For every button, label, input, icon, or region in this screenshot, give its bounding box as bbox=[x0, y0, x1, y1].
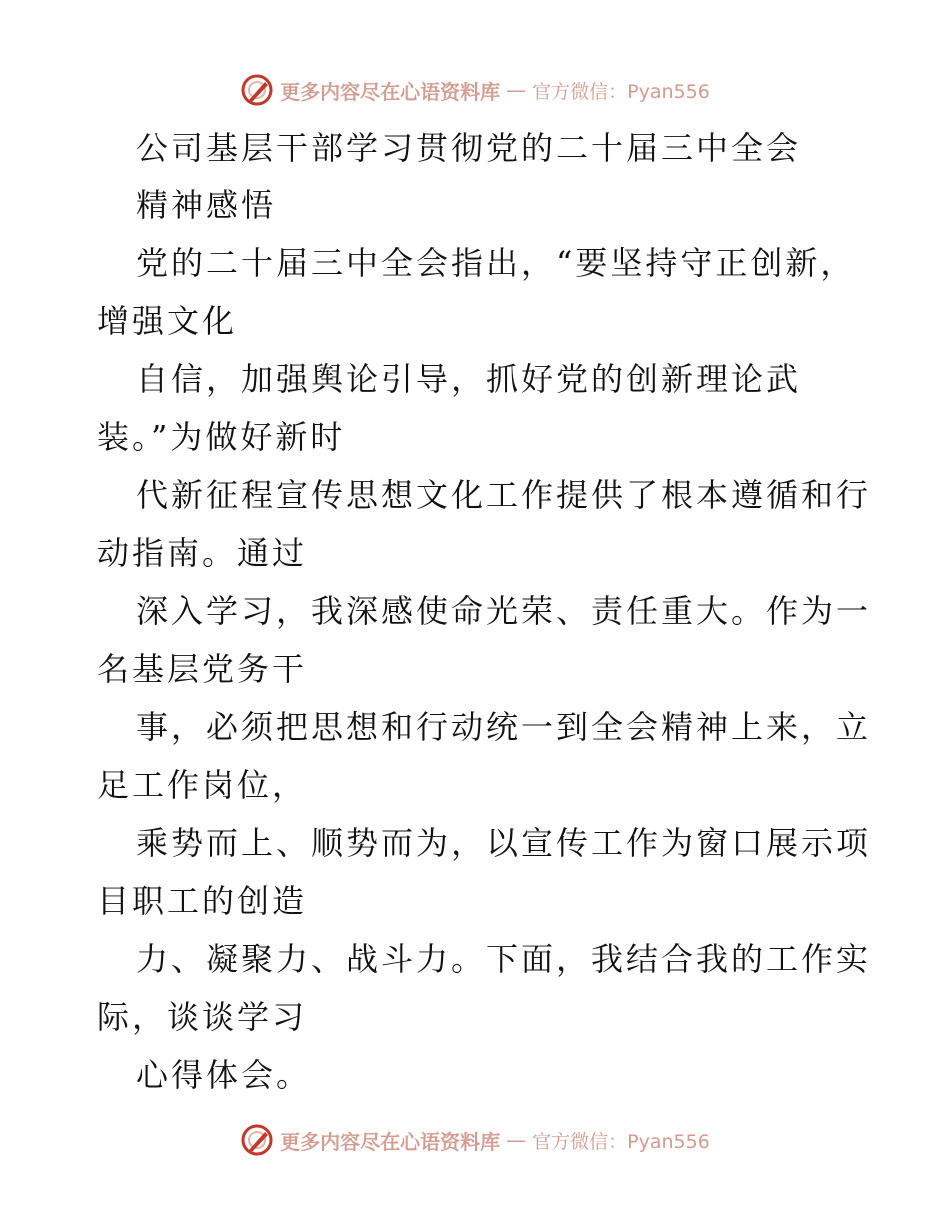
doc-paragraph-line: 目职工的创造 bbox=[97, 882, 308, 920]
doc-paragraph-line: 深入学习，我深感使命光荣、责任重大。作为一 bbox=[136, 592, 872, 630]
doc-paragraph-line: 装。”为做好新时 bbox=[97, 418, 346, 456]
doc-paragraph-line: 代新征程宣传思想文化工作提供了根本遵循和行 bbox=[136, 476, 872, 514]
watermark-wechat-text: 官方微信：Pyan556 bbox=[532, 80, 710, 103]
doc-paragraph-line: 足工作岗位， bbox=[97, 766, 308, 804]
watermark-dash: — bbox=[506, 78, 527, 102]
doc-paragraph-line: 事，必须把思想和行动统一到全会精神上来，立 bbox=[136, 708, 872, 746]
doc-title-line-1: 公司基层干部学习贯彻党的二十届三中全会 bbox=[136, 129, 802, 167]
doc-paragraph-line: 际，谈谈学习 bbox=[97, 998, 308, 1036]
doc-paragraph-line: 乘势而上、顺势而为，以宣传工作为窗口展示项 bbox=[136, 824, 872, 862]
doc-title-line-2: 精神感悟 bbox=[136, 186, 277, 224]
doc-paragraph-line: 力、凝聚力、战斗力。下面，我结合我的工作实 bbox=[136, 940, 872, 978]
doc-paragraph-line: 增强文化 bbox=[97, 302, 238, 340]
doc-paragraph-line: 自信，加强舆论引导，抓好党的创新理论武 bbox=[136, 360, 802, 398]
watermark-dash: — bbox=[506, 1128, 527, 1152]
watermark-site-text: 更多内容尽在心语资料库 bbox=[280, 79, 501, 104]
doc-paragraph-line: 名基层党务干 bbox=[97, 650, 308, 688]
pen-logo-icon bbox=[240, 1123, 274, 1157]
watermark-footer bbox=[0, 1120, 950, 1160]
doc-paragraph-line: 心得体会。 bbox=[136, 1056, 312, 1094]
watermark-site-text: 更多内容尽在心语资料库 bbox=[280, 1129, 501, 1154]
doc-paragraph-line: 动指南。通过 bbox=[97, 534, 308, 572]
watermark-wechat-text: 官方微信：Pyan556 bbox=[532, 1130, 710, 1153]
doc-paragraph-line: 党的二十届三中全会指出，“要坚持守正创新， bbox=[136, 244, 856, 282]
